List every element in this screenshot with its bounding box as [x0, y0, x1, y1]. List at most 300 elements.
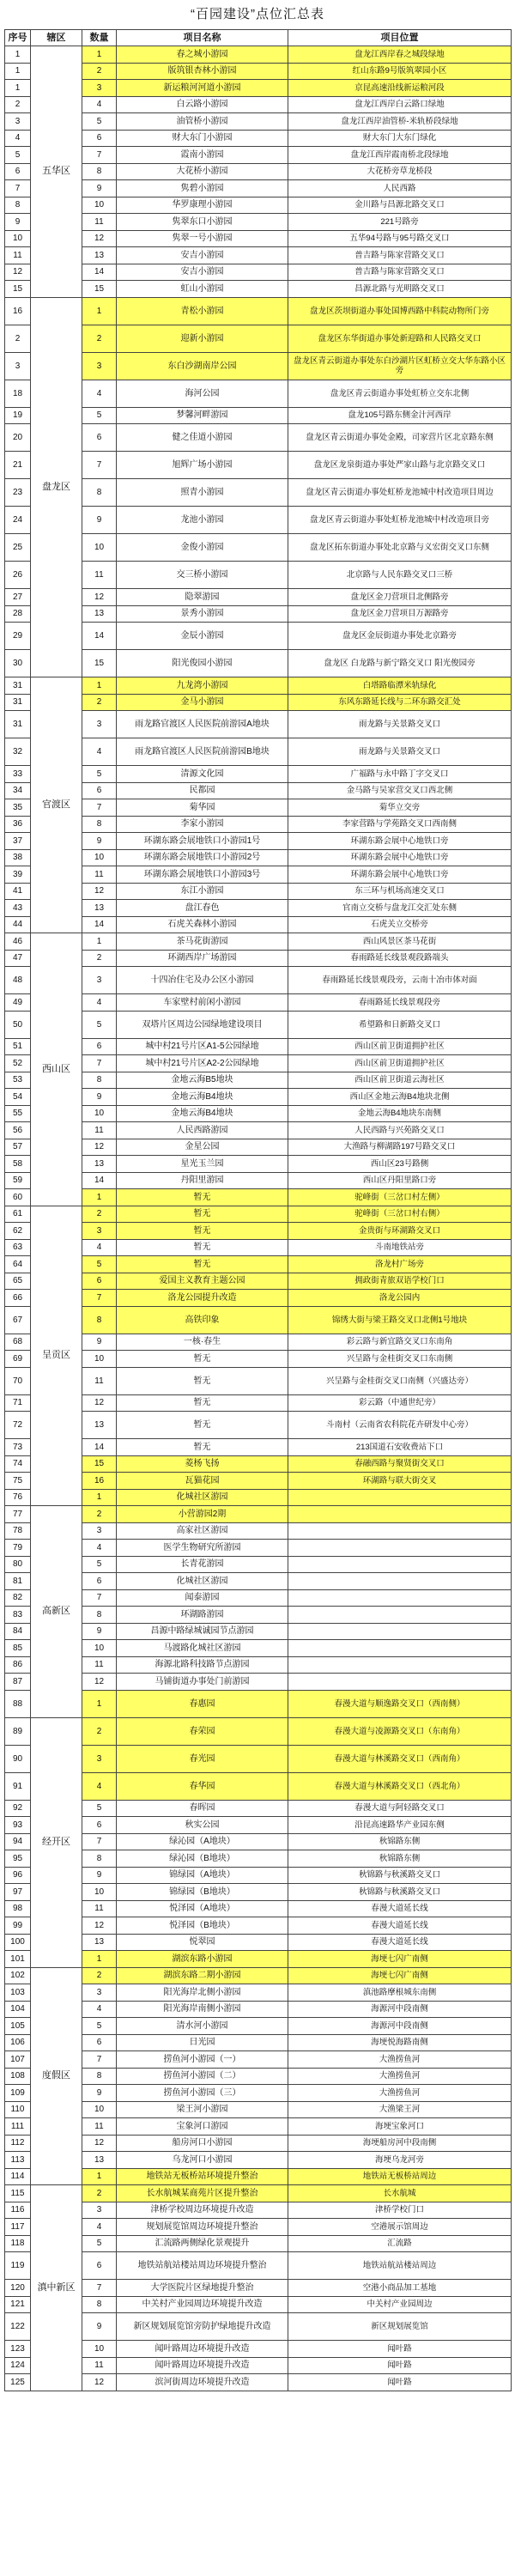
- row-number-cell: 6: [5, 163, 31, 180]
- project-name-cell: 版筑银杏林小游园: [117, 63, 288, 80]
- project-name-cell: 高家社区游园: [117, 1522, 288, 1540]
- project-name-cell: 迎新小游园: [117, 325, 288, 352]
- project-location-cell: 盘龙区青云街道办事处虹桥龙池城中村改造项目周边: [288, 479, 512, 507]
- project-location-cell: 新区规划展览馆: [288, 2313, 512, 2341]
- row-number-cell: 120: [5, 2280, 31, 2297]
- project-location-cell: 春雨路延长线景观段路端头: [288, 950, 512, 967]
- row-number-cell: 104: [5, 2001, 31, 2018]
- project-name-cell: 海河公园: [117, 380, 288, 407]
- row-number-cell: 93: [5, 1817, 31, 1834]
- row-number-cell: 51: [5, 1038, 31, 1055]
- quantity-cell: 15: [82, 1455, 117, 1473]
- project-name-cell: 新运粮河河道小游园: [117, 80, 288, 97]
- project-name-cell: 捞鱼河小游园（一）: [117, 2051, 288, 2069]
- quantity-cell: 10: [82, 2341, 117, 2358]
- quantity-cell: 4: [82, 380, 117, 407]
- row-number-cell: 20: [5, 424, 31, 452]
- quantity-cell: 5: [82, 766, 117, 783]
- project-location-cell: 京昆高速沿线新运粮河段: [288, 80, 512, 97]
- header-row: [5, 30, 512, 46]
- row-number-cell: 18: [5, 380, 31, 407]
- row-number-cell: 122: [5, 2313, 31, 2341]
- quantity-cell: 6: [82, 1273, 117, 1290]
- project-location-cell: 盘龙区金刀营项目万源路旁: [288, 605, 512, 623]
- project-location-cell: 斗南地铁站旁: [288, 1239, 512, 1256]
- quantity-cell: 3: [82, 352, 117, 380]
- project-name-cell: 菱杨飞扬: [117, 1455, 288, 1473]
- project-name-cell: 安吉小游园: [117, 247, 288, 264]
- quantity-cell: 5: [82, 1011, 117, 1038]
- project-name-cell: 雨龙路官渡区人民医院前游园A地块: [117, 711, 288, 738]
- project-location-cell: 西山区金地云海B4地块北侧: [288, 1089, 512, 1106]
- project-location-cell: 金地云海B4地块东南侧: [288, 1105, 512, 1122]
- row-number-cell: 111: [5, 2118, 31, 2136]
- project-name-cell: 暂无: [117, 1206, 288, 1223]
- quantity-cell: 16: [82, 1473, 117, 1490]
- row-number-cell: 87: [5, 1674, 31, 1691]
- project-location-cell: 环湖东路会展中心地铁口旁: [288, 833, 512, 850]
- row-number-cell: 31: [5, 711, 31, 738]
- project-name-cell: 医学生物研究所游园: [117, 1540, 288, 1557]
- project-location-cell: 大渔捞鱼河: [288, 2068, 512, 2085]
- project-name-cell: 春华园: [117, 1772, 288, 1800]
- project-name-cell: 十四冶住宅及办公区小游园: [117, 967, 288, 994]
- project-location-cell: 西山区23号路侧: [288, 1156, 512, 1173]
- project-location-cell: 闻叶路: [288, 2357, 512, 2374]
- header-district: 辖区: [31, 30, 82, 46]
- quantity-cell: 9: [82, 180, 117, 197]
- row-number-cell: 3: [5, 352, 31, 380]
- summary-table: [4, 29, 512, 2391]
- project-location-cell: 雨龙路与关景路交叉口: [288, 711, 512, 738]
- row-number-cell: 107: [5, 2051, 31, 2069]
- project-location-cell: 大花桥旁草龙桥段: [288, 163, 512, 180]
- project-name-cell: 金星公园: [117, 1139, 288, 1156]
- row-number-cell: 32: [5, 738, 31, 766]
- row-number-cell: 12: [5, 264, 31, 281]
- project-location-cell: 盘龙江西岸白云路口绿地: [288, 96, 512, 113]
- row-number-cell: 78: [5, 1522, 31, 1540]
- quantity-cell: 1: [82, 1489, 117, 1506]
- row-number-cell: 80: [5, 1556, 31, 1573]
- project-name-cell: 青松小游园: [117, 297, 288, 325]
- project-location-cell: [288, 1573, 512, 1590]
- project-name-cell: 石虎关森林小游园: [117, 916, 288, 933]
- project-name-cell: 暂无: [117, 1239, 288, 1256]
- quantity-cell: 11: [82, 214, 117, 231]
- quantity-cell: 6: [82, 1038, 117, 1055]
- project-location-cell: 洛龙公园内: [288, 1290, 512, 1307]
- quantity-cell: 14: [82, 623, 117, 650]
- project-name-cell: 地铁站无板桥站环境提升整治: [117, 2168, 288, 2185]
- project-name-cell: 金地云海B4地块: [117, 1089, 288, 1106]
- quantity-cell: 14: [82, 916, 117, 933]
- project-location-cell: 白塔路临潭米轨绿化: [288, 677, 512, 695]
- row-number-cell: 49: [5, 994, 31, 1012]
- project-location-cell: 春融西路与聚贤街交叉口: [288, 1455, 512, 1473]
- project-location-cell: 盘龙区龙泉街道办事处严家山路与北京路交叉口: [288, 452, 512, 479]
- row-number-cell: 91: [5, 1772, 31, 1800]
- row-number-cell: 125: [5, 2374, 31, 2391]
- row-number-cell: 5: [5, 147, 31, 164]
- project-location-cell: 海埂七闪广南侧: [288, 1967, 512, 1984]
- quantity-cell: 2: [82, 1506, 117, 1523]
- project-location-cell: 斗南村（云南省农科院花卉研发中心旁）: [288, 1412, 512, 1439]
- project-name-cell: 长青花游园: [117, 1556, 288, 1573]
- row-number-cell: 48: [5, 967, 31, 994]
- row-number-cell: 118: [5, 2235, 31, 2252]
- project-name-cell: 盘江春色: [117, 900, 288, 917]
- row-number-cell: 88: [5, 1690, 31, 1717]
- project-location-cell: [288, 1674, 512, 1691]
- quantity-cell: 8: [82, 2296, 117, 2313]
- project-name-cell: 金马小游园: [117, 694, 288, 711]
- project-location-cell: 彩云路（中通世纪旁）: [288, 1394, 512, 1412]
- row-number-cell: 81: [5, 1573, 31, 1590]
- project-name-cell: 华罗康理小游园: [117, 197, 288, 214]
- project-name-cell: 汇流路两侧绿化景观提升: [117, 2235, 288, 2252]
- row-number-cell: 59: [5, 1172, 31, 1189]
- quantity-cell: 11: [82, 1900, 117, 1917]
- row-number-cell: 57: [5, 1139, 31, 1156]
- project-name-cell: 宝象河口游园: [117, 2118, 288, 2136]
- project-name-cell: 金辰小游园: [117, 623, 288, 650]
- project-location-cell: 人民西路与兴苑路交叉口: [288, 1122, 512, 1139]
- row-number-cell: 54: [5, 1089, 31, 1106]
- quantity-cell: 12: [82, 230, 117, 247]
- project-name-cell: 虹山小游园: [117, 281, 288, 298]
- district-cell: 盘龙区: [31, 297, 82, 677]
- project-location-cell: 221号路旁: [288, 214, 512, 231]
- row-number-cell: 50: [5, 1011, 31, 1038]
- row-number-cell: 124: [5, 2357, 31, 2374]
- quantity-cell: 7: [82, 147, 117, 164]
- quantity-cell: 4: [82, 2001, 117, 2018]
- quantity-cell: 10: [82, 2101, 117, 2118]
- row-number-cell: 4: [5, 130, 31, 147]
- header-project-name: 项目名称: [117, 30, 288, 46]
- header-project-location: 项目位置: [288, 30, 512, 46]
- quantity-cell: 13: [82, 605, 117, 623]
- project-name-cell: 梦馨河畔游园: [117, 407, 288, 424]
- project-name-cell: 环湖东路会展地铁口小游园1号: [117, 833, 288, 850]
- quantity-cell: 5: [82, 2018, 117, 2035]
- project-location-cell: 西山风景区茶马花街: [288, 933, 512, 951]
- quantity-cell: 4: [82, 738, 117, 766]
- quantity-cell: 4: [82, 1239, 117, 1256]
- project-location-cell: 官南立交桥与盘龙江交汇处东侧: [288, 900, 512, 917]
- row-number-cell: 31: [5, 694, 31, 711]
- project-name-cell: 高铁印象: [117, 1306, 288, 1334]
- project-name-cell: 暂无: [117, 1367, 288, 1394]
- project-name-cell: 湖滨东路小游园: [117, 1951, 288, 1968]
- quantity-cell: 10: [82, 1884, 117, 1901]
- project-name-cell: 城中村21号片区A1-5公园绿地: [117, 1038, 288, 1055]
- row-number-cell: 73: [5, 1439, 31, 1456]
- project-location-cell: 海埂船房河中段南侧: [288, 2135, 512, 2152]
- project-location-cell: 春漫大道延长线: [288, 1900, 512, 1917]
- row-number-cell: 30: [5, 650, 31, 677]
- quantity-cell: 4: [82, 1540, 117, 1557]
- quantity-cell: 6: [82, 424, 117, 452]
- project-location-cell: 空港小商品加工基地: [288, 2280, 512, 2297]
- project-name-cell: 龙池小游园: [117, 507, 288, 534]
- project-location-cell: [288, 1640, 512, 1657]
- row-number-cell: 43: [5, 900, 31, 917]
- row-number-cell: 110: [5, 2101, 31, 2118]
- project-name-cell: 阳光海岸北侧小游园: [117, 1984, 288, 2002]
- project-location-cell: [288, 1506, 512, 1523]
- project-name-cell: 霞南小游园: [117, 147, 288, 164]
- quantity-cell: 4: [82, 1772, 117, 1800]
- project-location-cell: 大渔路与柳湖路197号路交叉口: [288, 1139, 512, 1156]
- project-name-cell: 隽翠一号小游园: [117, 230, 288, 247]
- project-location-cell: 大渔梁王河: [288, 2101, 512, 2118]
- row-number-cell: 2: [5, 325, 31, 352]
- row-number-cell: 39: [5, 866, 31, 884]
- quantity-cell: 9: [82, 1334, 117, 1351]
- project-location-cell: 希望路和日新路交叉口: [288, 1011, 512, 1038]
- quantity-cell: 2: [82, 1967, 117, 1984]
- project-name-cell: 锦绿园（B地块）: [117, 1884, 288, 1901]
- quantity-cell: 10: [82, 1351, 117, 1368]
- project-location-cell: 地铁站航站楼站周边: [288, 2252, 512, 2280]
- quantity-cell: 9: [82, 1867, 117, 1884]
- table-row: [5, 1967, 512, 1984]
- table-title: “百园建设”点位汇总表: [191, 7, 324, 21]
- project-location-cell: 秋锦路东侧: [288, 1850, 512, 1868]
- quantity-cell: 1: [82, 677, 117, 695]
- project-location-cell: 秋锦路东侧: [288, 1833, 512, 1850]
- row-number-cell: 112: [5, 2135, 31, 2152]
- quantity-cell: 13: [82, 1934, 117, 1951]
- table-row: [5, 1506, 512, 1523]
- quantity-cell: 14: [82, 1439, 117, 1456]
- project-name-cell: 人民西路游园: [117, 1122, 288, 1139]
- project-location-cell: 金贵街与环湖路交叉口: [288, 1223, 512, 1240]
- row-number-cell: 16: [5, 297, 31, 325]
- quantity-cell: 11: [82, 2357, 117, 2374]
- quantity-cell: 12: [82, 1394, 117, 1412]
- quantity-cell: 13: [82, 247, 117, 264]
- project-location-cell: 春雨路延长线景观段旁: [288, 994, 512, 1012]
- project-location-cell: 石虎关立交桥旁: [288, 916, 512, 933]
- quantity-cell: 7: [82, 1589, 117, 1607]
- quantity-cell: 1: [82, 1189, 117, 1206]
- project-location-cell: 春漫大道延长线: [288, 1917, 512, 1935]
- quantity-cell: 10: [82, 197, 117, 214]
- quantity-cell: 7: [82, 1833, 117, 1850]
- table-row: [5, 1717, 512, 1745]
- project-name-cell: 锦绿园（A地块）: [117, 1867, 288, 1884]
- table-body: [5, 46, 512, 2391]
- project-name-cell: 车家壁村前闲小游园: [117, 994, 288, 1012]
- project-name-cell: 绿沁园（B地块）: [117, 1850, 288, 1868]
- row-number-cell: 1: [5, 63, 31, 80]
- row-number-cell: 83: [5, 1607, 31, 1624]
- project-name-cell: 菊华园: [117, 799, 288, 817]
- project-location-cell: 红山东路9号版筑翠园小区: [288, 63, 512, 80]
- row-number-cell: 24: [5, 507, 31, 534]
- row-number-cell: 11: [5, 247, 31, 264]
- project-location-cell: 西山区丹阳里路口旁: [288, 1172, 512, 1189]
- row-number-cell: 58: [5, 1156, 31, 1173]
- quantity-cell: 3: [82, 711, 117, 738]
- row-number-cell: 102: [5, 1967, 31, 1984]
- project-location-cell: 春漫大道与林溪路交叉口（西南角）: [288, 1745, 512, 1772]
- project-name-cell: 财大东门小游园: [117, 130, 288, 147]
- project-name-cell: 地铁站航站楼站周边环境提升整治: [117, 2252, 288, 2280]
- quantity-cell: 8: [82, 1072, 117, 1089]
- district-cell: 五华区: [31, 46, 82, 298]
- project-name-cell: 春之城小游园: [117, 46, 288, 64]
- row-number-cell: 101: [5, 1951, 31, 1968]
- project-name-cell: 白云路小游园: [117, 96, 288, 113]
- project-location-cell: 兴呈路与金桂街交叉口南侧（兴盛达旁）: [288, 1367, 512, 1394]
- row-number-cell: 72: [5, 1412, 31, 1439]
- project-name-cell: 环湖路游园: [117, 1607, 288, 1624]
- project-location-cell: 东三环与机场高速交叉口: [288, 883, 512, 900]
- district-cell: 度假区: [31, 1967, 82, 2185]
- project-name-cell: 暂无: [117, 1439, 288, 1456]
- header-quantity: 数量: [82, 30, 117, 46]
- row-number-cell: 108: [5, 2068, 31, 2085]
- row-number-cell: 90: [5, 1745, 31, 1772]
- quantity-cell: 1: [82, 2168, 117, 2185]
- quantity-cell: 2: [82, 1206, 117, 1223]
- row-number-cell: 35: [5, 799, 31, 817]
- project-name-cell: 金地云海B5地块: [117, 1072, 288, 1089]
- project-name-cell: 隽翠东口小游园: [117, 214, 288, 231]
- project-location-cell: 秋锦路与秋溪路交叉口: [288, 1884, 512, 1901]
- project-location-cell: 春漫大道与阿轻路交叉口: [288, 1800, 512, 1817]
- row-number-cell: 63: [5, 1239, 31, 1256]
- quantity-cell: 8: [82, 1607, 117, 1624]
- row-number-cell: 2: [5, 96, 31, 113]
- project-location-cell: 普吉路与陈家营路交叉口: [288, 264, 512, 281]
- quantity-cell: 3: [82, 967, 117, 994]
- row-number-cell: 75: [5, 1473, 31, 1490]
- project-location-cell: 地铁站无板桥站周边: [288, 2168, 512, 2185]
- project-location-cell: 五华94号路与95号路交叉口: [288, 230, 512, 247]
- project-name-cell: 化城社区游园: [117, 1489, 288, 1506]
- row-number-cell: 33: [5, 766, 31, 783]
- quantity-cell: 8: [82, 1850, 117, 1868]
- project-name-cell: 一核·春生: [117, 1334, 288, 1351]
- project-location-cell: 春漫大道延长线: [288, 1934, 512, 1951]
- project-location-cell: 盘龙区青云街道办事处虹桥立交东北侧: [288, 380, 512, 407]
- row-number-cell: 89: [5, 1717, 31, 1745]
- row-number-cell: 3: [5, 113, 31, 131]
- project-location-cell: 环湖东路会展中心地铁口旁: [288, 849, 512, 866]
- quantity-cell: 2: [82, 950, 117, 967]
- project-location-cell: 盘龙区青云街道办事处金殿，司家营片区北京路东侧: [288, 424, 512, 452]
- project-location-cell: 锦绣大街与梁王路交叉口北侧1号地块: [288, 1306, 512, 1334]
- quantity-cell: 10: [82, 849, 117, 866]
- row-number-cell: 67: [5, 1306, 31, 1334]
- quantity-cell: 12: [82, 1917, 117, 1935]
- project-name-cell: 金地云海B4地块: [117, 1105, 288, 1122]
- project-location-cell: 春漫大道与顺逸路交叉口（西南侧）: [288, 1690, 512, 1717]
- row-number-cell: 55: [5, 1105, 31, 1122]
- project-location-cell: 北京路与人民东路交叉口三桥: [288, 562, 512, 589]
- quantity-cell: 15: [82, 650, 117, 677]
- row-number-cell: 71: [5, 1394, 31, 1412]
- project-name-cell: 隽碧小游园: [117, 180, 288, 197]
- project-name-cell: 环湖东路会展地铁口小游园2号: [117, 849, 288, 866]
- project-location-cell: 海源河中段南侧: [288, 2001, 512, 2018]
- project-name-cell: 悦泽园（A地块）: [117, 1900, 288, 1917]
- row-number-cell: 61: [5, 1206, 31, 1223]
- quantity-cell: 12: [82, 1139, 117, 1156]
- project-name-cell: 春荣园: [117, 1717, 288, 1745]
- project-location-cell: 盘龙区 白龙路与新宁路交叉口 阳光俊园旁: [288, 650, 512, 677]
- quantity-cell: 6: [82, 782, 117, 799]
- row-number-cell: 1: [5, 80, 31, 97]
- quantity-cell: 8: [82, 2068, 117, 2085]
- row-number-cell: 65: [5, 1273, 31, 1290]
- project-location-cell: 菊华立交旁: [288, 799, 512, 817]
- project-location-cell: [288, 1656, 512, 1674]
- row-number-cell: 28: [5, 605, 31, 623]
- project-name-cell: 闻泰游园: [117, 1589, 288, 1607]
- project-location-cell: 西山区前卫街道云海社区: [288, 1072, 512, 1089]
- project-location-cell: 海埂悦海路南侧: [288, 2034, 512, 2051]
- project-location-cell: 西山区前卫街道拥护社区: [288, 1038, 512, 1055]
- project-location-cell: [288, 1540, 512, 1557]
- quantity-cell: 1: [82, 1690, 117, 1717]
- quantity-cell: 7: [82, 799, 117, 817]
- row-number-cell: 31: [5, 677, 31, 695]
- quantity-cell: 3: [82, 1745, 117, 1772]
- row-number-cell: 105: [5, 2018, 31, 2035]
- project-location-cell: 春漫大道与凌源路交叉口（东南角）: [288, 1717, 512, 1745]
- quantity-cell: 2: [82, 325, 117, 352]
- project-name-cell: 闻叶路周边环境提升改造: [117, 2341, 288, 2358]
- project-name-cell: 旭辉广场小游园: [117, 452, 288, 479]
- row-number-cell: 99: [5, 1917, 31, 1935]
- district-cell: 呈贡区: [31, 1206, 82, 1506]
- district-cell: 经开区: [31, 1717, 82, 1967]
- quantity-cell: 7: [82, 452, 117, 479]
- quantity-cell: 11: [82, 1367, 117, 1394]
- project-location-cell: 盘龙区金辰街道办事处北京路旁: [288, 623, 512, 650]
- quantity-cell: 11: [82, 1122, 117, 1139]
- project-location-cell: 财大东门大东门绿化: [288, 130, 512, 147]
- project-name-cell: 海源北路科技路节点游园: [117, 1656, 288, 1674]
- project-name-cell: 大学医院片区绿地提升整治: [117, 2280, 288, 2297]
- quantity-cell: 3: [82, 1984, 117, 2002]
- quantity-cell: 4: [82, 96, 117, 113]
- project-name-cell: 星光玉兰园: [117, 1156, 288, 1173]
- project-name-cell: 昌源中路绿城诚园节点游园: [117, 1623, 288, 1640]
- project-name-cell: 雨龙路官渡区人民医院前游园B地块: [117, 738, 288, 766]
- project-name-cell: 丹阳里游园: [117, 1172, 288, 1189]
- project-name-cell: 照青小游园: [117, 479, 288, 507]
- row-number-cell: 64: [5, 1256, 31, 1273]
- quantity-cell: 5: [82, 113, 117, 131]
- quantity-cell: 15: [82, 281, 117, 298]
- project-location-cell: 驼峰街（三岔口村右侧）: [288, 1206, 512, 1223]
- project-location-cell: 雨龙路与关景路交叉口: [288, 738, 512, 766]
- project-name-cell: 环湖东路会展地铁口小游园3号: [117, 866, 288, 884]
- project-location-cell: [288, 1489, 512, 1506]
- project-name-cell: 津桥学校周边环境提升改造: [117, 2202, 288, 2219]
- project-name-cell: 民都园: [117, 782, 288, 799]
- row-number-cell: 100: [5, 1934, 31, 1951]
- row-number-cell: 19: [5, 407, 31, 424]
- quantity-cell: 11: [82, 2118, 117, 2136]
